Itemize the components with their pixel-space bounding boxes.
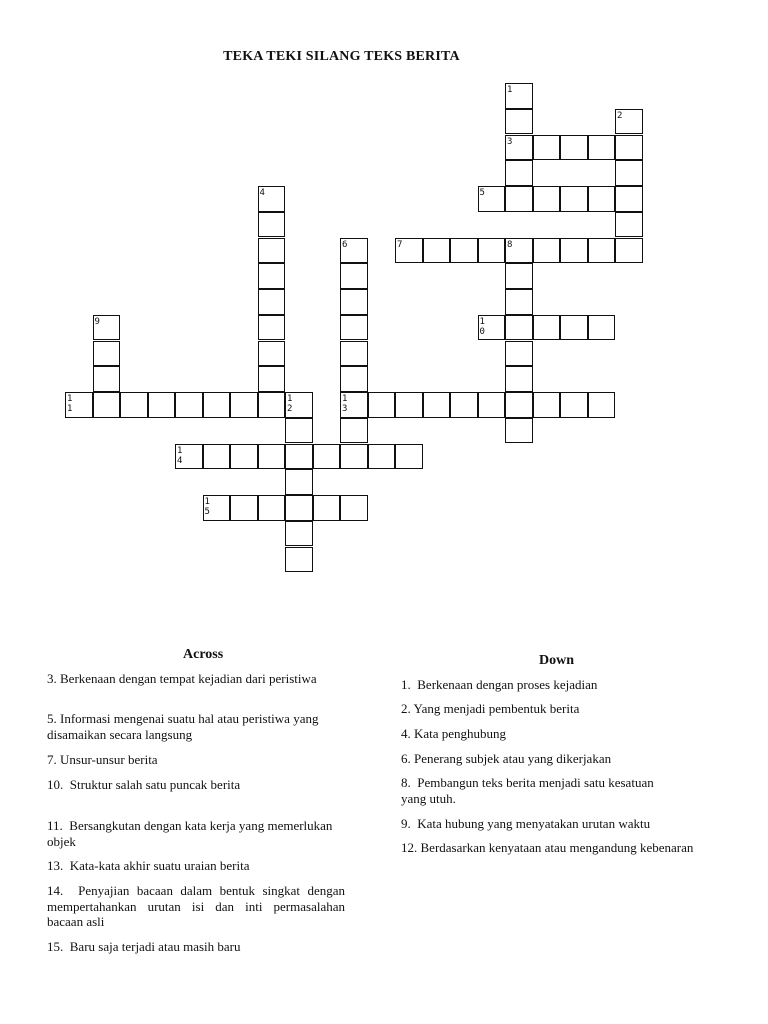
grid-cell[interactable]: [148, 392, 176, 418]
grid-cell[interactable]: [450, 238, 478, 264]
grid-cell[interactable]: [450, 392, 478, 418]
across-heading: Across: [183, 647, 224, 662]
grid-cell[interactable]: [533, 392, 561, 418]
grid-cell[interactable]: [258, 315, 286, 341]
cell-number: 9: [94, 316, 100, 327]
grid-cell[interactable]: [560, 135, 588, 161]
grid-cell[interactable]: [560, 315, 588, 341]
across-clue-5: 5. Informasi mengenai suatu hal atau peristiwa yang disamaikan secara langsung: [47, 711, 319, 742]
grid-cell[interactable]: [93, 315, 121, 341]
grid-cell[interactable]: [505, 186, 533, 212]
grid-cell[interactable]: [285, 495, 313, 521]
grid-cell[interactable]: [258, 366, 286, 392]
grid-cell[interactable]: [478, 392, 506, 418]
grid-cell[interactable]: [258, 289, 286, 315]
cell-number: 8: [507, 239, 513, 250]
grid-cell[interactable]: [258, 238, 286, 264]
grid-cell[interactable]: [258, 444, 286, 470]
cell-number: 13: [342, 394, 348, 414]
grid-cell[interactable]: [340, 263, 368, 289]
grid-cell[interactable]: [230, 495, 258, 521]
grid-cell[interactable]: [93, 366, 121, 392]
grid-cell[interactable]: [505, 366, 533, 392]
grid-cell[interactable]: [93, 392, 121, 418]
grid-cell[interactable]: [533, 186, 561, 212]
grid-cell[interactable]: [505, 160, 533, 186]
grid-cell[interactable]: [285, 418, 313, 444]
cell-number: 15: [204, 497, 210, 517]
cell-number: 7: [397, 239, 403, 250]
cell-number: 14: [177, 445, 183, 466]
grid-cell[interactable]: [505, 289, 533, 315]
grid-cell[interactable]: [285, 444, 313, 470]
across-clue-3: 3. Berkenaan dengan tempat kejadian dari peristiwa: [47, 671, 317, 686]
grid-cell[interactable]: [505, 109, 533, 135]
across-clue-7: 7. Unsur-unsur berita: [47, 752, 158, 767]
down-heading: Down: [539, 653, 575, 668]
grid-cell[interactable]: [615, 238, 643, 264]
grid-cell[interactable]: [285, 547, 313, 573]
grid-cell[interactable]: [285, 469, 313, 495]
grid-cell[interactable]: [505, 341, 533, 367]
grid-cell[interactable]: [65, 392, 93, 418]
grid-cell[interactable]: [395, 444, 423, 470]
down-clue-8: 8. Pembangun teks berita menjadi satu kesatuan yang utuh.: [401, 775, 654, 806]
grid-cell[interactable]: [615, 109, 643, 135]
grid-cell[interactable]: [588, 186, 616, 212]
grid-cell[interactable]: [258, 495, 286, 521]
across-clue-14: 14. Penyajian bacaan dalam bentuk singkat dengan mempertahankan urutan isi dan inti permasalahan bacaan asli: [47, 883, 345, 929]
grid-cell[interactable]: [368, 392, 396, 418]
cell-number: 5: [479, 188, 485, 198]
grid-cell[interactable]: [340, 315, 368, 341]
grid-cell[interactable]: [560, 392, 588, 418]
across-clue-11: 11. Bersangkutan dengan kata kerja yang memerlukan objek: [47, 818, 333, 849]
grid-cell[interactable]: [505, 238, 533, 264]
grid-cell[interactable]: [258, 186, 286, 212]
grid-cell[interactable]: [340, 289, 368, 315]
grid-cell[interactable]: [258, 392, 286, 418]
cell-number: 12: [287, 394, 293, 414]
grid-cell[interactable]: [258, 212, 286, 238]
grid-cell[interactable]: [395, 392, 423, 418]
across-clue-15: 15. Baru saja terjadi atau masih baru: [47, 939, 241, 954]
grid-cell[interactable]: [340, 444, 368, 470]
grid-cell[interactable]: [478, 238, 506, 264]
grid-cell[interactable]: [395, 238, 423, 264]
across-clue-13: 13. Kata-kata akhir suatu uraian berita: [47, 858, 250, 873]
grid-cell[interactable]: [505, 418, 533, 444]
grid-cell[interactable]: [505, 392, 533, 418]
grid-cell[interactable]: [478, 186, 506, 212]
grid-cell[interactable]: [285, 392, 313, 418]
grid-cell[interactable]: [423, 392, 451, 418]
grid-cell[interactable]: [533, 315, 561, 341]
grid-cell[interactable]: [478, 315, 506, 341]
cell-number: 2: [617, 110, 623, 121]
grid-cell[interactable]: [313, 495, 341, 521]
grid-cell[interactable]: [230, 392, 258, 418]
grid-cell[interactable]: [230, 444, 258, 470]
down-clue-1: 1. Berkenaan dengan proses kejadian: [401, 677, 598, 692]
grid-cell[interactable]: [203, 392, 231, 418]
grid-cell[interactable]: [340, 495, 368, 521]
grid-cell[interactable]: [615, 135, 643, 161]
grid-cell[interactable]: [340, 418, 368, 444]
down-clue-2: 2. Yang menjadi pembentuk berita: [401, 701, 580, 716]
grid-cell[interactable]: [175, 392, 203, 418]
grid-cell[interactable]: [285, 521, 313, 547]
page-title: TEKA TEKI SILANG TEKS BERITA: [223, 49, 460, 64]
grid-cell[interactable]: [313, 444, 341, 470]
grid-cell[interactable]: [203, 444, 231, 470]
grid-cell[interactable]: [340, 366, 368, 392]
grid-cell[interactable]: [615, 212, 643, 238]
grid-cell[interactable]: [340, 341, 368, 367]
grid-cell[interactable]: [175, 444, 203, 470]
grid-cell[interactable]: [588, 392, 616, 418]
grid-cell[interactable]: [588, 135, 616, 161]
cell-number: 6: [342, 239, 348, 250]
grid-cell[interactable]: [588, 315, 616, 341]
across-clue-10: 10. Struktur salah satu puncak berita: [47, 777, 241, 792]
grid-cell[interactable]: [258, 263, 286, 289]
down-clue-6: 6. Penerang subjek atau yang dikerjakan: [401, 751, 612, 766]
grid-cell[interactable]: [340, 238, 368, 264]
cell-number: 1: [507, 85, 513, 95]
grid-cell[interactable]: [615, 160, 643, 186]
grid-cell[interactable]: [423, 238, 451, 264]
grid-cell[interactable]: [120, 392, 148, 418]
grid-cell[interactable]: [533, 135, 561, 161]
grid-cell[interactable]: [615, 186, 643, 212]
grid-cell[interactable]: [560, 186, 588, 212]
grid-cell[interactable]: [533, 238, 561, 264]
down-clue-9: 9. Kata hubung yang menyatakan urutan waktu: [401, 816, 651, 831]
grid-cell[interactable]: [258, 341, 286, 367]
grid-cell[interactable]: [505, 135, 533, 161]
grid-cell[interactable]: [93, 341, 121, 367]
grid-cell[interactable]: [560, 238, 588, 264]
grid-cell[interactable]: [505, 315, 533, 341]
cell-number: 10: [479, 316, 485, 337]
cell-number: 4: [259, 188, 265, 198]
grid-cell[interactable]: [505, 263, 533, 289]
cell-number: 11: [67, 394, 73, 414]
grid-cell[interactable]: [505, 83, 533, 109]
down-clue-4: 4. Kata penghubung: [401, 726, 507, 741]
grid-cell[interactable]: [368, 444, 396, 470]
down-clue-12: 12. Berdasarkan kenyataan atau mengandung kebenaran: [401, 840, 694, 855]
grid-cell[interactable]: [588, 238, 616, 264]
grid-cell[interactable]: [203, 495, 231, 521]
grid-cell[interactable]: [340, 392, 368, 418]
cell-number: 3: [507, 136, 513, 147]
